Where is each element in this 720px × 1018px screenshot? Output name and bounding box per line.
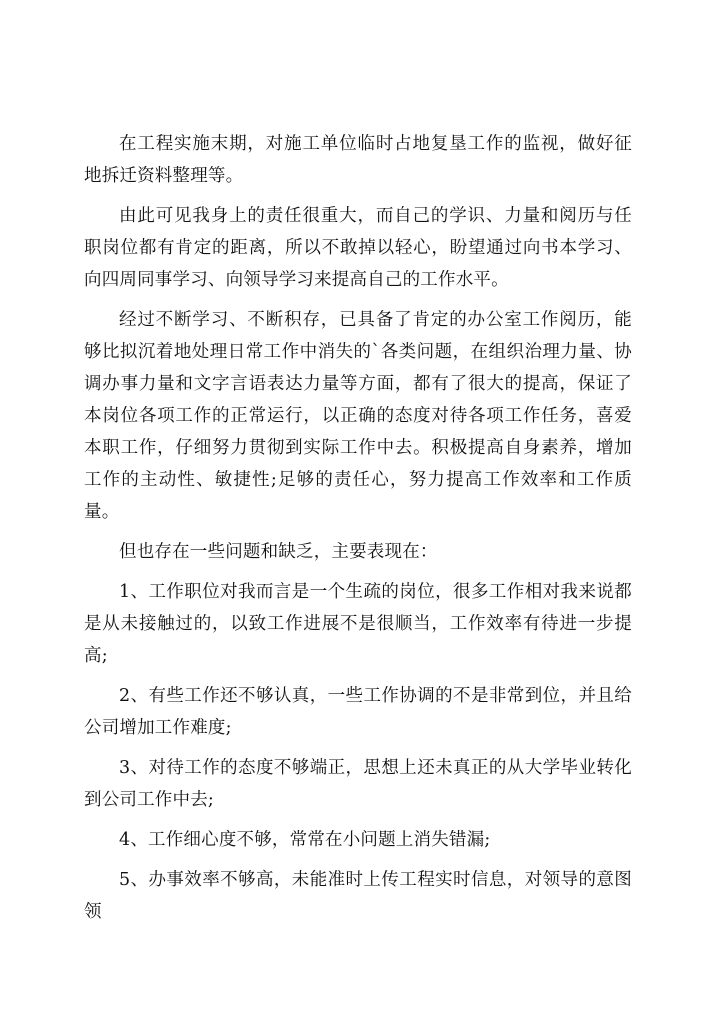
paragraph: 经过不断学习、不断积存，已具备了肯定的办公室工作阅历，能够比拟沉着地处理日常工作中消失的`各类问题，在组织治理力量、协调办事力量和文字言语表达力量等方面，都有了很大的提高，保证了本岗位各项工作的正常运行，以正确的态度对待各项工作任务，喜爱本职工作，仔细努力贯彻到实际工作中去。积极提高自身素养，增加工作的主动性、敏捷性;足够的责任心，努力提高工作效率和工作质量。	[84, 310, 632, 522]
list-item: 1、工作职位对我而言是一个生疏的岗位，很多工作相对我来说都是从未接触过的，以致工作进展不是很顺当，工作效率有待进一步提高;	[84, 582, 632, 666]
document-page	[84, 128, 632, 928]
paragraph: 在工程实施末期，对施工单位临时占地复垦工作的监视，做好征地拆迁资料整理等。	[84, 134, 632, 186]
list-item: 5、办事效率不够高，未能准时上传工程实时信息，对领导的意图领	[84, 870, 632, 922]
paragraph: 但也存在一些问题和缺乏，主要表现在：	[119, 542, 438, 562]
list-item: 3、对待工作的态度不够端正，思想上还未真正的从大学毕业转化到公司工作中去;	[84, 758, 632, 810]
list-item: 2、有些工作还不够认真，一些工作协调的不是非常到位，并且给公司增加工作难度;	[84, 686, 632, 738]
list-item: 4、工作细心度不够，常常在小问题上消失错漏;	[119, 830, 491, 850]
paragraph: 由此可见我身上的责任很重大，而自己的学识、力量和阅历与任职岗位都有肯定的距离，所以不敢掉以轻心，盼望通过向书本学习、向四周同事学习、向领导学习来提高自己的工作水平。	[84, 206, 632, 290]
